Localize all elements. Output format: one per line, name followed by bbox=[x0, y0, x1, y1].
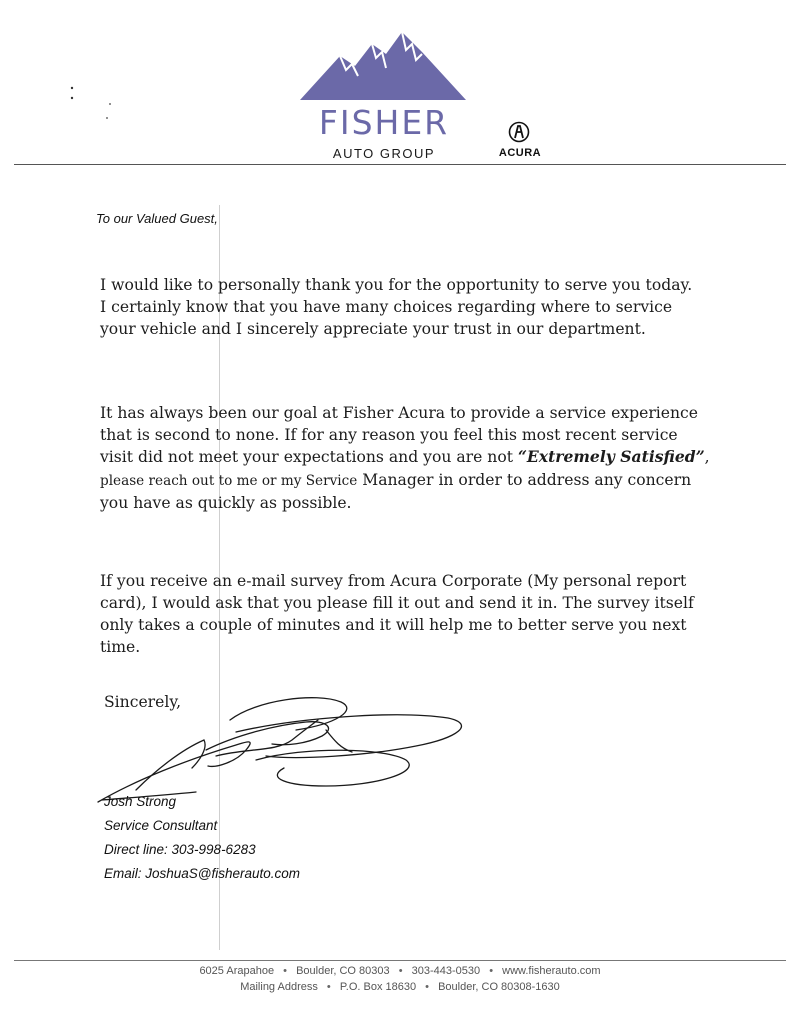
brand-subtitle: AUTO GROUP bbox=[332, 146, 436, 161]
paragraph-goal-mid: please reach out to me or my Service bbox=[100, 473, 358, 489]
paragraph-survey: If you receive an e-mail survey from Acura Corporate (My personal report card), I would ask that you please fill it out and send it in. The survey itself only takes a couple of minutes and it will help me to better serve you next time. bbox=[100, 572, 694, 656]
footer-divider bbox=[14, 960, 786, 961]
footer-separator: • bbox=[398, 965, 403, 977]
footer-address: 6025 Arapahoe bbox=[199, 965, 275, 977]
footer-line-1 bbox=[100, 965, 700, 977]
mountain-logo-icon bbox=[300, 30, 466, 100]
signer-block bbox=[104, 790, 424, 886]
scan-speck-icon bbox=[66, 84, 116, 124]
signer-email: Email: JoshuaS@fisherauto.com bbox=[104, 866, 301, 881]
paragraph-goal-comma: , bbox=[704, 448, 710, 466]
brand-name: FISHER bbox=[318, 103, 450, 142]
handwritten-signature-icon bbox=[96, 690, 476, 805]
footer-separator: • bbox=[425, 981, 430, 993]
footer-phone: 303-443-0530 bbox=[411, 965, 481, 977]
paragraph-thanks: I would like to personally thank you for the opportunity to serve you today. I certainly know that you have many choices regarding where to service your vehicle and I sincerely appreciate your trust in our department. bbox=[100, 276, 693, 338]
footer-po-box: P.O. Box 18630 bbox=[339, 981, 417, 993]
footer-mailing-city: Boulder, CO 80308-1630 bbox=[438, 981, 560, 993]
footer-separator: • bbox=[283, 965, 287, 977]
paragraph-goal-start: It has always been our goal at Fisher Acura to provide a service experience that is second to none. If for any reason you feel this most recent service visit did not meet your expectations and you are not bbox=[100, 404, 698, 466]
signer-title: Service Consultant bbox=[104, 818, 218, 833]
acura-emblem-icon bbox=[508, 121, 530, 143]
partner-brand: ACURA bbox=[498, 147, 542, 159]
header-divider bbox=[14, 164, 786, 165]
greeting: To our Valued Guest, bbox=[96, 211, 218, 226]
extremely-satisfied-emphasis: “Extremely Satisfied” bbox=[517, 447, 705, 466]
signer-phone: Direct line: 303-998-6283 bbox=[104, 842, 256, 857]
footer-mailing-label: Mailing Address bbox=[240, 981, 318, 993]
footer-separator: • bbox=[489, 965, 494, 977]
footer-line-2 bbox=[100, 981, 700, 993]
signer-name: Josh Strong bbox=[104, 794, 177, 809]
paragraph-goal bbox=[100, 402, 710, 514]
footer-city: Boulder, CO 80303 bbox=[296, 965, 390, 977]
paragraph-goal-end: Manager in order to address any concern you have as quickly as possible. bbox=[100, 471, 692, 512]
footer-separator: • bbox=[326, 981, 331, 993]
closing: Sincerely, bbox=[104, 693, 182, 711]
footer-website: www.fisherauto.com bbox=[502, 965, 601, 977]
